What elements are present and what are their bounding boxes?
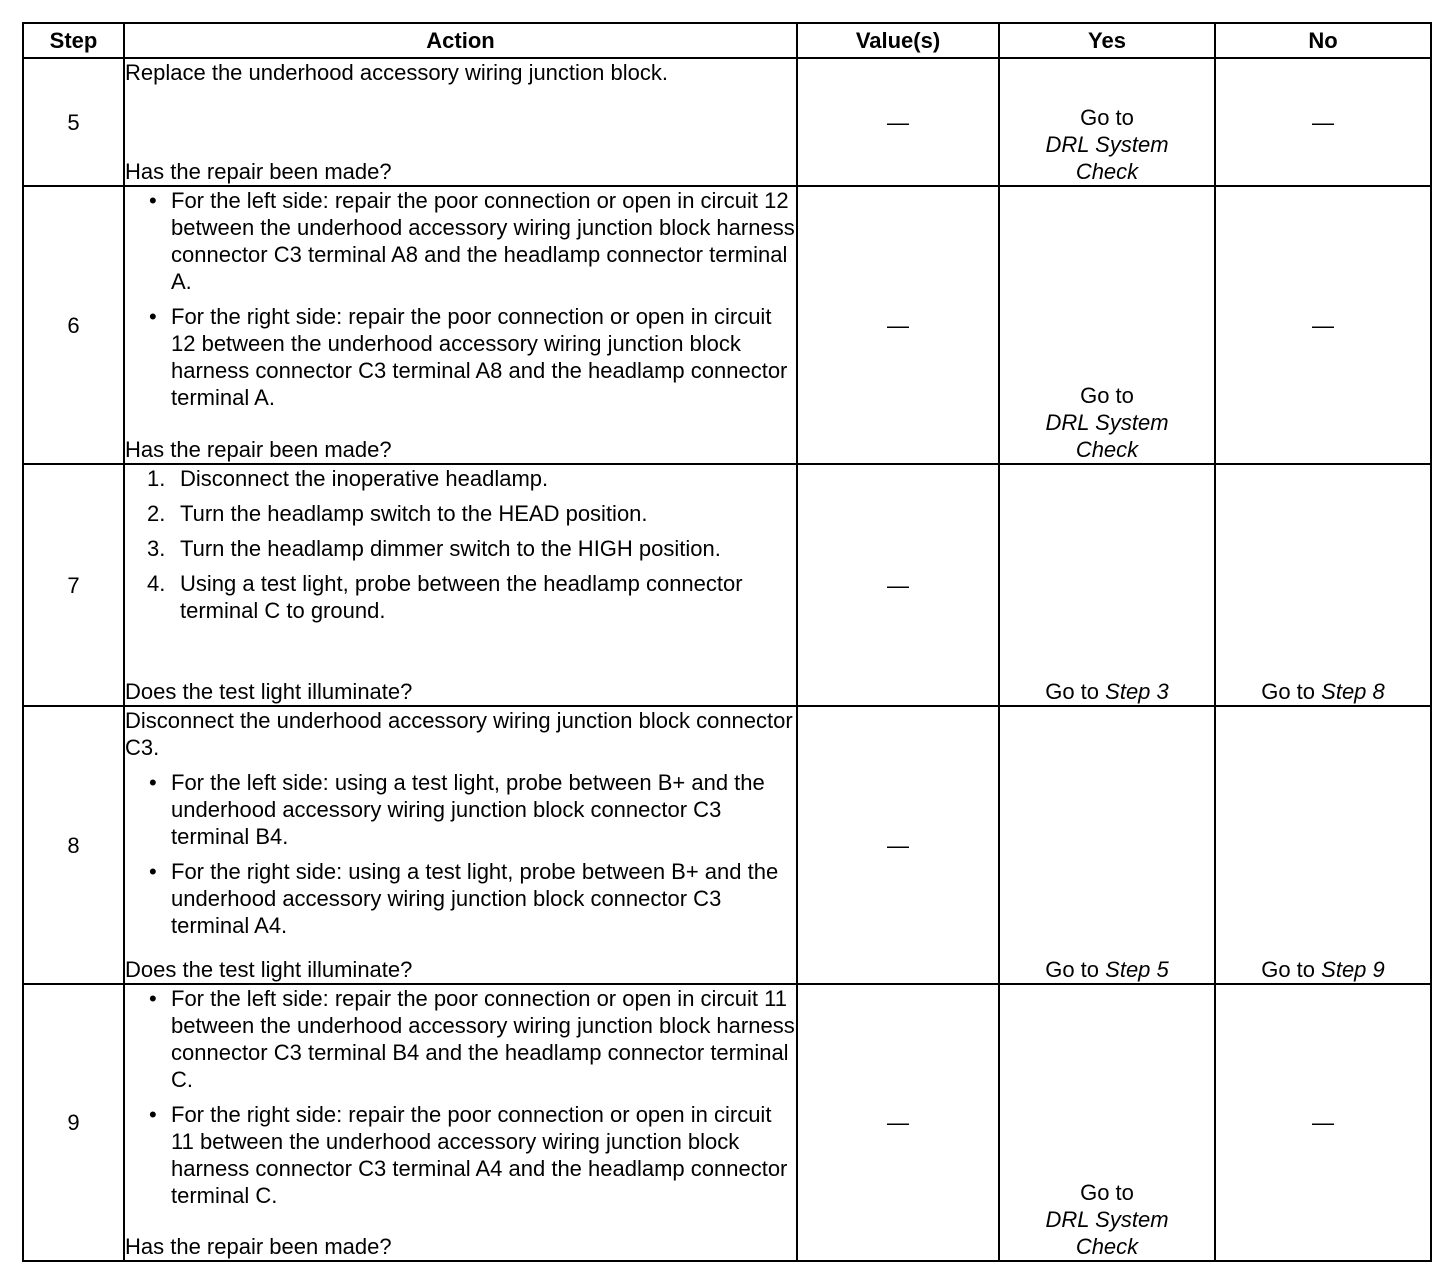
- item-number: 4.: [147, 571, 166, 596]
- header-action: Action: [124, 23, 797, 58]
- action-question: Does the test light illuminate?: [125, 957, 413, 982]
- table-row-step-6: [23, 186, 1431, 464]
- no-goto: Go to: [1261, 957, 1316, 982]
- action-cell: [124, 464, 797, 706]
- value-cell: [797, 706, 999, 984]
- action-question: Does the test light illuminate?: [125, 679, 413, 704]
- action-bullet: • For the right side: repair the poor connection or open in circuit 12 between the underhood accessory wiring junction block harness connector C3 terminal A8 and the headlamp connector terminal A.: [125, 303, 796, 411]
- action-intro: Disconnect the underhood accessory wiring junction block connector C3.: [125, 708, 793, 760]
- dash-value: —: [887, 832, 909, 858]
- step-number: 6: [23, 186, 124, 464]
- dash-value: —: [887, 1110, 909, 1135]
- header-no: No: [1215, 23, 1431, 58]
- value-cell: [797, 984, 999, 1261]
- action-list-item: [125, 465, 796, 492]
- dash-value: —: [887, 572, 909, 598]
- no-link-step[interactable]: Step 8: [1321, 679, 1385, 704]
- item-number: 2.: [147, 501, 166, 526]
- action-bullets: [125, 769, 796, 939]
- step-number: 8: [23, 706, 124, 984]
- table-row-step-9: [23, 984, 1431, 1261]
- no-cell: [1215, 464, 1431, 706]
- item-text: Turn the headlamp switch to the HEAD position.: [180, 501, 648, 526]
- action-cell: [124, 984, 797, 1261]
- yes-cell: [999, 706, 1215, 984]
- table-row-step-8: [23, 706, 1431, 984]
- no-link-step[interactable]: Step 9: [1321, 957, 1385, 982]
- dash-value: —: [887, 312, 909, 338]
- table-row-step-7: [23, 464, 1431, 706]
- no-cell: [1215, 186, 1431, 464]
- yes-link-drl-system-check[interactable]: DRL System: [1045, 1207, 1169, 1232]
- no-cell: [1215, 984, 1431, 1261]
- yes-link-step[interactable]: Step 3: [1105, 679, 1169, 704]
- diagnostic-table: [22, 22, 1432, 1262]
- yes-link-check[interactable]: Check: [1075, 1234, 1139, 1259]
- header-step: Step: [23, 23, 124, 58]
- action-bullet: • For the left side: repair the poor connection or open in circuit 11 between the underhood accessory wiring junction block harness connector C3 terminal B4 and the headlamp connector terminal C.: [125, 985, 796, 1093]
- action-bullet: • For the left side: repair the poor connection or open in circuit 12 between the underhood accessory wiring junction block harness connector C3 terminal A8 and the headlamp connector terminal A.: [125, 187, 796, 295]
- action-bullet: • For the left side: using a test light, probe between B+ and the underhood accessory wiring junction block connector C3 terminal B4.: [125, 769, 796, 850]
- header-row: [23, 23, 1431, 58]
- dash-no: —: [1312, 1110, 1334, 1135]
- action-bullets: [125, 187, 796, 419]
- action-intro: Replace the underhood accessory wiring junction block.: [125, 60, 668, 85]
- yes-goto: Go to: [1080, 1180, 1134, 1205]
- item-number: 1.: [147, 466, 166, 491]
- no-cell: [1215, 58, 1431, 186]
- step-number: 9: [23, 984, 124, 1261]
- yes-link-drl-system-check[interactable]: DRL System: [1045, 132, 1169, 157]
- yes-cell: [999, 984, 1215, 1261]
- action-bullet: • For the right side: repair the poor connection or open in circuit 11 between the underhood accessory wiring junction block harness connector C3 terminal A4 and the headlamp connector terminal C.: [125, 1101, 796, 1209]
- step-number: 5: [23, 58, 124, 186]
- yes-cell: [999, 58, 1215, 186]
- action-list-item: [125, 570, 796, 624]
- header-values: Value(s): [797, 23, 999, 58]
- yes-goto: Go to: [1080, 105, 1134, 130]
- table-row-step-5: [23, 58, 1431, 186]
- action-cell: [124, 706, 797, 984]
- no-goto: Go to: [1261, 679, 1316, 704]
- action-list-item: [125, 500, 796, 527]
- yes-goto: Go to: [1045, 679, 1100, 704]
- value-cell: [797, 464, 999, 706]
- action-list-item: [125, 535, 796, 562]
- yes-goto: Go to: [1080, 383, 1134, 408]
- action-question: Has the repair been made?: [125, 437, 392, 462]
- no-cell: [1215, 706, 1431, 984]
- yes-cell: [999, 464, 1215, 706]
- yes-cell: [999, 186, 1215, 464]
- yes-link-drl-system-check[interactable]: DRL System: [1045, 410, 1169, 435]
- dash-no: —: [1312, 312, 1334, 338]
- action-numbered-list: [125, 465, 796, 632]
- item-number: 3.: [147, 536, 166, 561]
- dash-no: —: [1312, 109, 1334, 135]
- action-question: Has the repair been made?: [125, 159, 392, 184]
- action-bullet: • For the right side: using a test light, probe between B+ and the underhood accessory wiring junction block connector C3 terminal A4.: [125, 858, 796, 939]
- item-text: Disconnect the inoperative headlamp.: [180, 466, 549, 491]
- yes-link-step[interactable]: Step 5: [1105, 957, 1169, 982]
- action-cell: [124, 58, 797, 186]
- action-question: Has the repair been made?: [125, 1234, 392, 1259]
- action-cell: [124, 186, 797, 464]
- yes-goto: Go to: [1045, 957, 1100, 982]
- dash-value: —: [887, 109, 909, 135]
- step-number: 7: [23, 464, 124, 706]
- value-cell: [797, 186, 999, 464]
- item-text: Using a test light, probe between the headlamp connector terminal C to ground.: [180, 571, 743, 623]
- header-yes: Yes: [999, 23, 1215, 58]
- yes-link-check[interactable]: Check: [1075, 159, 1139, 184]
- value-cell: [797, 58, 999, 186]
- yes-link-check[interactable]: Check: [1075, 437, 1139, 462]
- item-text: Turn the headlamp dimmer switch to the HIGH position.: [180, 536, 721, 561]
- action-bullets: [125, 985, 796, 1217]
